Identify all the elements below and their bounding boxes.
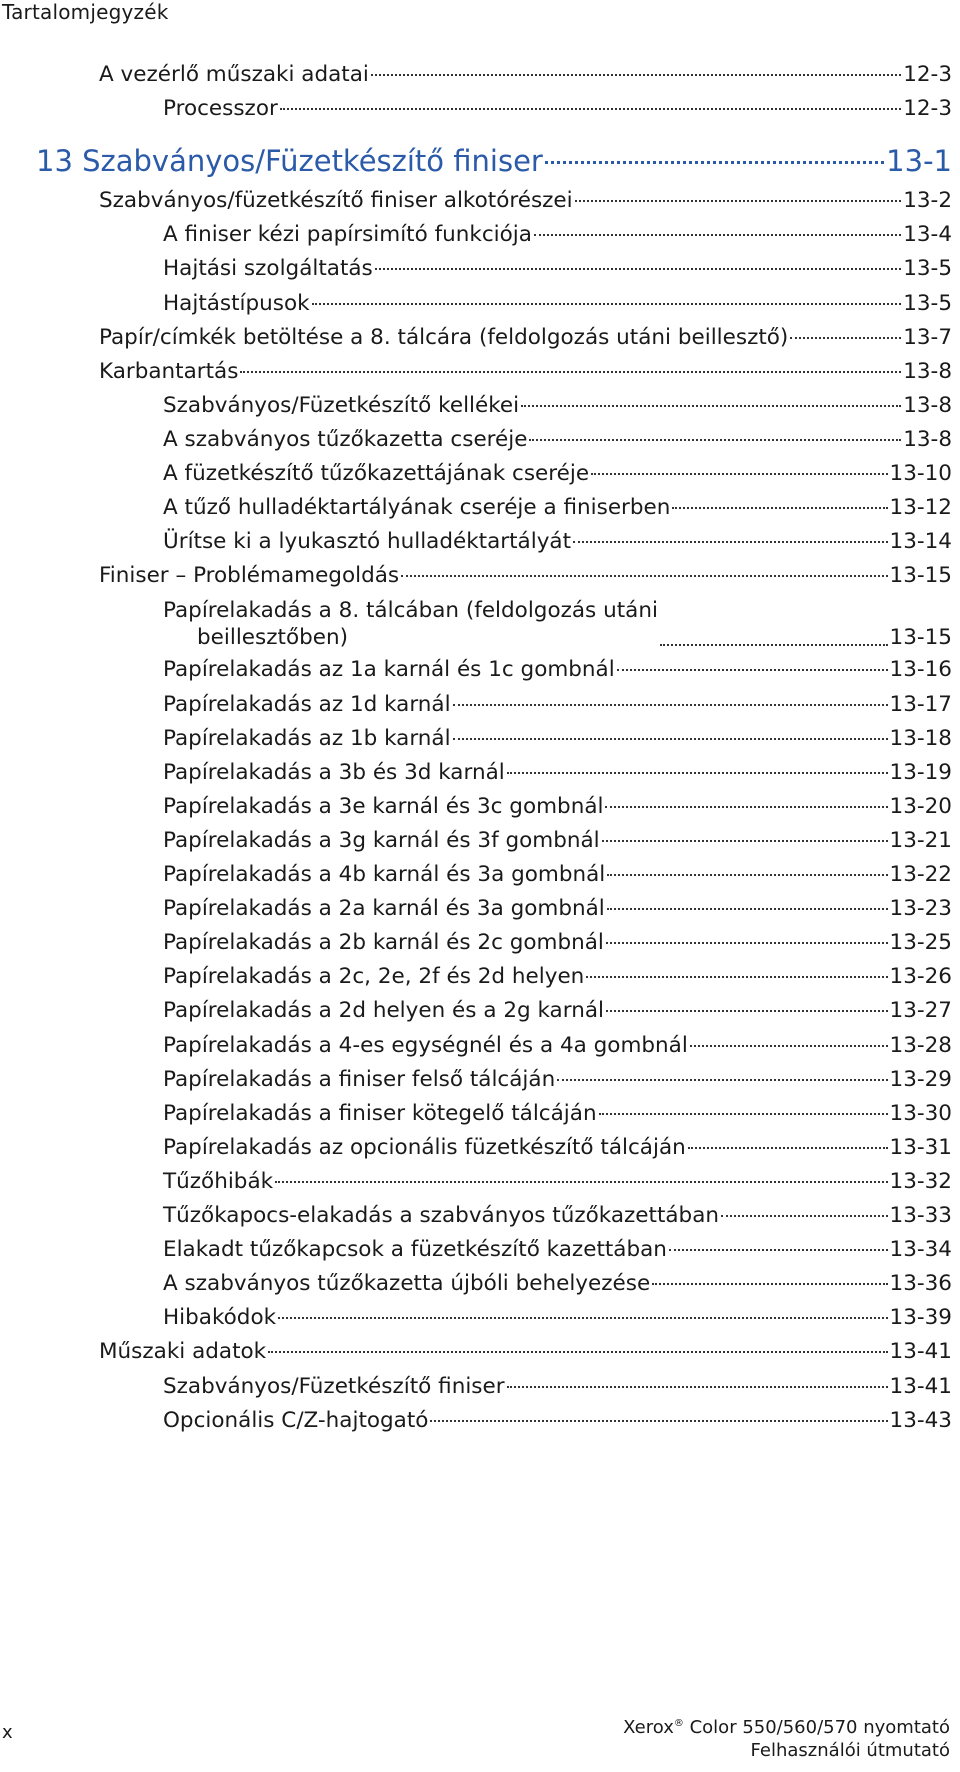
toc-entry-title: Tűzőkapocs-elakadás a szabványos tűzőkazettában [163,1203,720,1228]
toc-entry-title: Finiser – Problémamegoldás [99,563,400,589]
toc-page-number: 13-17 [889,691,952,717]
toc-page-number: 13-39 [889,1305,952,1331]
dot-leader [586,976,887,978]
dot-leader [652,1283,887,1285]
toc-entry-title: Papírelakadás az opcionális füzetkészítő tálcáján [163,1134,686,1160]
toc-entry[interactable] [163,896,952,922]
toc-entry-title: Papírelakadás a 2d helyen és a 2g karnál [163,998,604,1024]
toc-entry[interactable] [163,1305,952,1331]
toc-page-number: 13-43 [889,1407,952,1433]
toc-page-number: 13-28 [889,1032,952,1058]
toc-entry-title: Papírelakadás az 1a karnál és 1c gombnál [163,657,615,683]
dot-leader [573,541,887,543]
dot-leader [790,337,901,339]
dot-leader [430,1420,887,1422]
toc-entry[interactable] [163,222,952,248]
dot-leader [660,644,888,646]
dot-leader [607,908,888,910]
footer-product: Color 550/560/570 nyomtató [683,1717,950,1738]
dot-leader [275,1181,887,1183]
toc-entry[interactable] [99,62,952,88]
toc-page-number: 13-8 [903,426,952,452]
footer-guide: Felhasználói útmutató [750,1740,950,1761]
toc-entry[interactable] [163,529,952,555]
toc-entry-title: A finiser kézi papírsimító funkciója [163,222,532,248]
dot-leader [507,772,888,774]
toc-page-number: 12-3 [903,96,952,122]
toc-entry[interactable] [163,1203,952,1229]
toc-page-number: 13-25 [889,930,952,956]
toc-page-number: 13-5 [903,256,952,282]
registered-mark: ® [673,1718,684,1729]
toc-page-number: 13-33 [889,1203,952,1228]
toc-entry-title: Szabványos/Füzetkészítő finiser [163,1373,505,1399]
toc-entry-title: Papírelakadás a finiser felső tálcáján [163,1066,556,1092]
toc-page-number: 13-5 [903,290,952,316]
toc-page-number: 13-8 [903,358,952,384]
toc-entry-title: A füzetkészítő tűzőkazettájának cseréje [163,461,590,486]
toc-entry-title: Papírelakadás a 3g karnál és 3f gombnál [163,827,600,853]
toc-entry-title: A tűző hulladéktartályának cseréje a finiserben [163,495,671,521]
toc-entry[interactable] [163,1067,952,1093]
toc-entry-title [163,597,658,651]
page-number: x [2,1722,13,1743]
toc-entry[interactable] [163,291,952,317]
toc-page-number: 13-15 [889,625,952,651]
toc-entry-title: A vezérlő műszaki adatai [99,62,369,87]
toc-entry[interactable] [99,1339,952,1365]
toc-entry-title: Elakadt tűzőkapcsok a füzetkészítő kazettában [163,1237,667,1263]
toc-entry[interactable] [163,930,952,956]
toc-entry-title: Papírelakadás a 2b karnál és 2c gombnál [163,930,604,956]
toc-entry-title: Hibakódok [163,1305,277,1331]
toc-entry-title: Műszaki adatok [99,1339,267,1365]
toc-entry[interactable] [163,427,952,453]
toc-page-number: 13-41 [889,1373,952,1399]
toc-page-number: 13-4 [903,222,952,248]
toc-entry[interactable] [163,862,952,888]
dot-leader [278,1317,887,1319]
toc-entry-title: Hajtástípusok [163,290,310,316]
toc-page-number: 13-19 [889,759,952,785]
dot-leader [688,1147,888,1149]
dot-leader [617,669,888,671]
dot-leader [606,942,888,944]
toc-entry[interactable] [163,964,952,990]
dot-leader [507,1386,888,1388]
toc-page-number: 13-16 [889,657,952,683]
toc-entry[interactable] [99,325,952,351]
toc-entry[interactable] [99,359,952,385]
toc-entry[interactable] [99,563,952,589]
toc-chapter-entry[interactable] [36,144,952,178]
toc-page-number: 13-30 [889,1100,952,1126]
toc-entry-title: Papírelakadás az 1b karnál [163,725,451,751]
toc-page-number: 13-2 [903,188,952,214]
toc-entry[interactable] [163,1101,952,1127]
toc-page-number: 13-10 [889,461,952,486]
toc-entry[interactable] [163,1135,952,1161]
toc-entry-title: Processzor [163,96,278,122]
toc-page-number: 13-21 [889,827,952,853]
toc-page-number: 13-20 [889,793,952,819]
toc-entry[interactable] [163,998,952,1024]
toc-entry-title: Szabványos/Füzetkészítő kellékei [163,392,520,418]
toc-entry[interactable] [163,1374,952,1400]
toc-entry-title: Papírelakadás a 3e karnál és 3c gombnál [163,793,604,819]
toc-entry[interactable] [163,393,952,419]
dot-leader [280,108,901,110]
toc-page-number: 13-31 [889,1134,952,1160]
dot-leader [669,1249,888,1251]
toc-entry-title: Ürítse ki a lyukasztó hulladéktartályát [163,529,572,555]
footer-product-info [623,1712,950,1762]
dot-leader [529,439,901,441]
toc-page-number: 13-27 [889,998,952,1024]
toc-entry[interactable] [163,692,952,718]
toc-entry-title: Karbantartás [99,358,239,384]
dot-leader [545,161,884,164]
toc-page-number: 13-15 [889,563,952,589]
toc-page-number: 13-7 [903,324,952,350]
toc-entry-title-line1: Papírelakadás a 8. tálcában (feldolgozás utáni [163,598,658,624]
toc-page-number: 13-29 [889,1066,952,1092]
dot-leader [534,234,901,236]
dot-leader [599,1113,888,1115]
toc-page-number: 13-23 [889,896,952,922]
toc-page-number: 12-3 [903,62,952,87]
toc-entry-title: Papírelakadás a 2a karnál és 3a gombnál [163,896,605,922]
toc-entry[interactable] [163,495,952,521]
dot-leader [401,575,887,577]
toc-entry-title: Papírelakadás a 2c, 2e, 2f és 2d helyen [163,964,585,990]
toc-entry-title: Papír/címkék betöltése a 8. tálcára (feldolgozás utáni beillesztő) [99,324,789,350]
dot-leader [453,704,888,706]
toc-page-number: 13-36 [889,1271,952,1297]
toc-page-number: 13-34 [889,1237,952,1263]
toc-page-number: 13-12 [889,495,952,521]
toc-entry-title: Papírelakadás a 4b karnál és 3a gombnál [163,862,606,887]
toc-entry-title: Opcionális C/Z-hajtogató [163,1407,429,1433]
toc-entry[interactable] [163,726,952,752]
dot-leader [605,806,887,808]
toc-entry-title: Hajtási szolgáltatás [163,256,373,282]
toc-entry[interactable] [163,461,952,487]
toc-page-number: 13-22 [889,862,952,887]
toc-entry-title: Papírelakadás az 1d karnál [163,691,451,717]
dot-leader [375,268,901,270]
dot-leader [591,473,887,475]
dot-leader [371,74,901,76]
dot-leader [602,840,888,842]
toc-entry-title: Papírelakadás a 3b és 3d karnál [163,759,505,785]
toc-entry-title-line2: beillesztőben) [197,625,348,651]
toc-entry[interactable] [163,597,952,651]
toc-page-number: 13-18 [889,725,952,751]
dot-leader [521,405,901,407]
dot-leader [606,1010,888,1012]
toc-page-number: 13-14 [889,529,952,555]
toc-entry[interactable] [163,657,952,683]
toc-page-number: 13-8 [903,392,952,418]
toc-entry[interactable] [99,188,952,214]
toc-entry[interactable] [163,1271,952,1297]
toc-entry[interactable] [163,1237,952,1263]
toc-entry[interactable] [163,828,952,854]
toc-page-number: 13-32 [889,1168,952,1194]
toc-entry-title: A szabványos tűzőkazetta újbóli behelyezése [163,1271,651,1297]
toc-entry[interactable] [163,760,952,786]
toc-entry-title: Papírelakadás a finiser kötegelő tálcáján [163,1100,597,1126]
dot-leader [607,874,887,876]
dot-leader [672,507,887,509]
footer-brand: Xerox [623,1717,674,1738]
toc-entry-title: 13 Szabványos/Füzetkészítő finiser [36,144,543,179]
dot-leader [575,200,902,202]
toc-entry-title: Papírelakadás a 4-es egységnél és a 4a gombnál [163,1032,688,1058]
toc-entry-title: Tűzőhibák [163,1168,274,1194]
toc-entry-title: A szabványos tűzőkazetta cseréje [163,426,528,452]
toc-entry[interactable] [163,1033,952,1059]
toc-page-number: 13-1 [886,144,952,179]
toc-entry[interactable] [163,794,952,820]
dot-leader [268,1351,887,1353]
toc-page-number: 13-41 [889,1339,952,1365]
dot-leader [312,303,902,305]
toc-entry[interactable] [163,96,952,122]
dot-leader [240,371,901,373]
dot-leader [690,1045,888,1047]
dot-leader [557,1079,887,1081]
toc-page-number: 13-26 [889,964,952,990]
toc-entry-title: Szabványos/füzetkészítő finiser alkotórészei [99,188,573,214]
dot-leader [453,738,888,740]
page-header: Tartalomjegyzék [2,0,169,24]
dot-leader [721,1215,888,1217]
footer-product-line [623,1712,950,1739]
toc-entry[interactable] [163,1408,952,1434]
toc-entry[interactable] [163,1169,952,1195]
toc-entry[interactable] [163,256,952,282]
